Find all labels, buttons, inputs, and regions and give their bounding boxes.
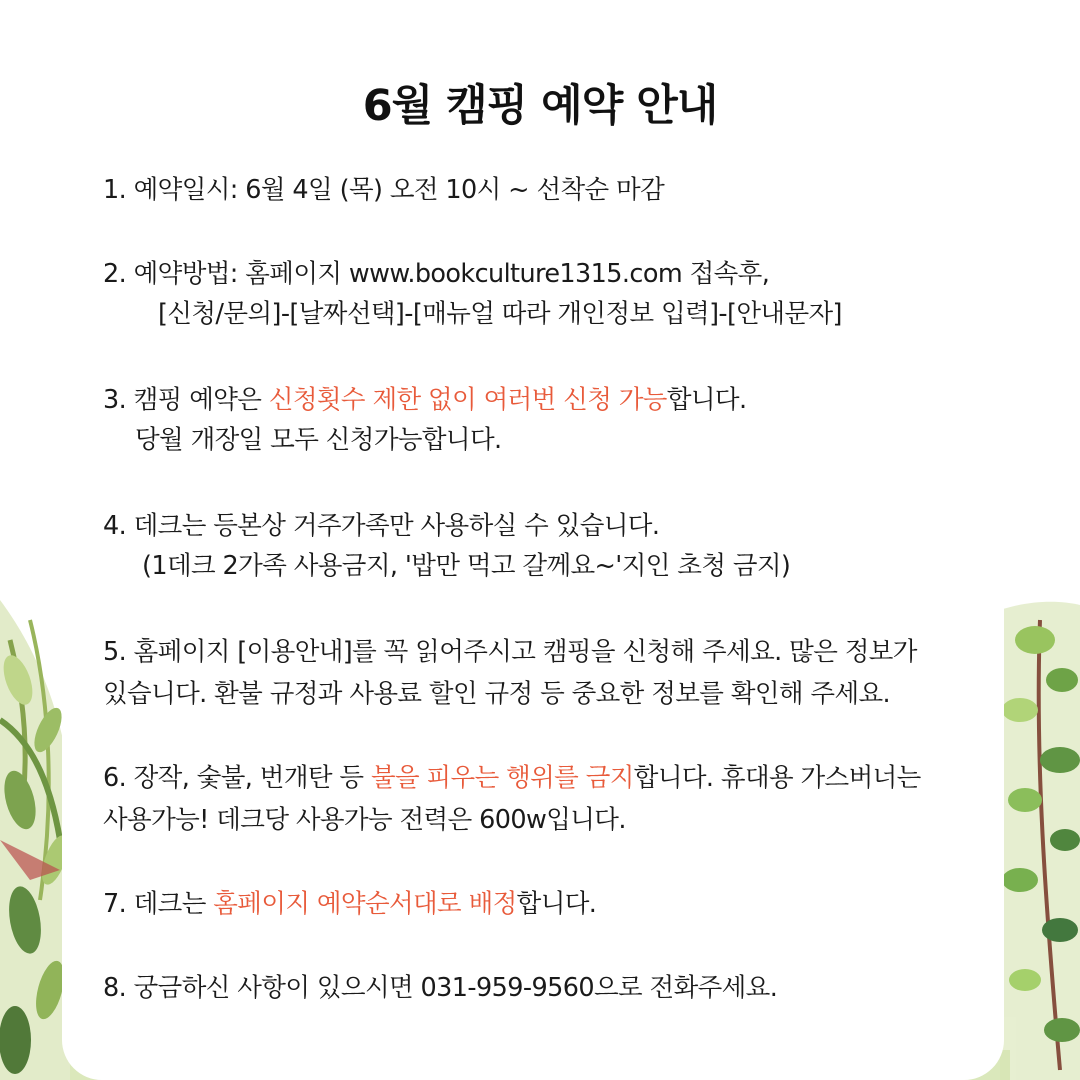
item-3-text: 3. 캠핑 예약은 — [103, 385, 269, 415]
item-6-line-2: 사용가능! 데크당 사용가능 전력은 600w입니다. — [103, 805, 626, 835]
item-6-line-1 — [103, 758, 921, 794]
item-3-highlight: 신청횟수 제한 없이 여러번 신청 가능 — [268, 385, 667, 415]
item-3-line-1 — [103, 380, 746, 416]
item-6-text: 6. 장작, 숯불, 번개탄 등 — [103, 763, 371, 793]
item-2-line-2: [신청/문의]-[날짜선택]-[매뉴얼 따라 개인정보 입력]-[안내문자] — [158, 299, 842, 329]
item-6-text-end: 합니다. 휴대용 가스버너는 — [633, 763, 921, 793]
item-4-line-2: (1데크 2가족 사용금지, '밥만 먹고 갈께요~'지인 초청 금지) — [142, 551, 791, 581]
item-8-line-1: 8. 궁금하신 사항이 있으시면 031-959-9560으로 전화주세요. — [103, 973, 778, 1003]
item-3-text-end: 합니다. — [666, 385, 747, 415]
item-5-line-1: 5. 홈페이지 [이용안내]를 꼭 읽어주시고 캠핑을 신청해 주세요. 많은 정보가 — [103, 637, 917, 667]
item-7-line-1 — [103, 884, 596, 920]
item-2-line-1: 2. 예약방법: 홈페이지 www.bookculture1315.com 접속후, — [103, 259, 770, 289]
item-3-line-2: 당월 개장일 모두 신청가능합니다. — [135, 425, 502, 455]
item-4-line-1: 4. 데크는 등본상 거주가족만 사용하실 수 있습니다. — [103, 511, 660, 541]
item-7-text-end: 합니다. — [516, 889, 597, 919]
item-6-highlight: 불을 피우는 행위를 금지 — [370, 763, 634, 793]
item-7-highlight: 홈페이지 예약순서대로 배정 — [213, 889, 517, 919]
item-5-line-2: 있습니다. 환불 규정과 사용료 할인 규정 등 중요한 정보를 확인해 주세요. — [103, 679, 891, 709]
item-1-line-1: 1. 예약일시: 6월 4일 (목) 오전 10시 ~ 선착순 마감 — [103, 175, 665, 205]
right-foliage — [1000, 602, 1080, 1080]
page-title: 6월 캠핑 예약 안내 — [362, 81, 718, 131]
item-7-text: 7. 데크는 — [103, 889, 214, 919]
